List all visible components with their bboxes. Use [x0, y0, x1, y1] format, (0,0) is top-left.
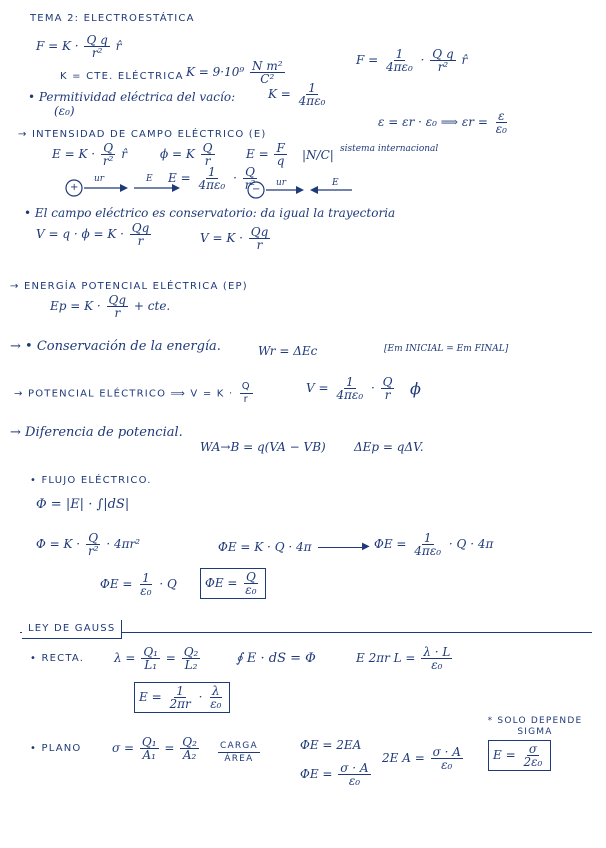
e-arrowhead-2: [310, 186, 318, 194]
plano-flux-2: ΦE = $\frac{\sigma \cdot A}{\text{ε₀}}$: [300, 761, 369, 788]
plano-label: • PLANO: [30, 743, 82, 754]
force-unit-vector: r̂: [115, 39, 122, 53]
delta-ep: ΔEp = qΔV.: [354, 440, 424, 454]
k-permittivity-formula: K = $\frac{1}{\text{4πε₀}}$: [268, 81, 326, 108]
potential-energy-formula: Ep = K · $\frac{Qq}{r}$ + cte.: [50, 293, 171, 320]
field-formula-3: E = $\frac{1}{\text{4πε₀}}$ · $\frac{Q}{\text{r²}}$: [168, 165, 256, 192]
flux-line-c: ΦE = $\frac{1}{\text{4πε₀}}$ · Q · 4π: [374, 531, 494, 558]
phi-symbol: ϕ: [410, 379, 421, 398]
constant-label: K = CTE. ELÉCTRICA: [60, 71, 184, 82]
si-note: sistema internacional: [340, 144, 439, 154]
plus-label: +: [70, 182, 79, 193]
ur-label-1: ur: [94, 174, 105, 184]
energy-bracket: [Em INICIAL = Em FINAL]: [384, 344, 509, 354]
permittivity-text: • Permitividad eléctrica del vacío:: [28, 90, 236, 104]
field-force-formula: E = $\frac{F}{q}$: [246, 141, 285, 168]
field-unit: |N/C|: [302, 148, 334, 162]
ur-label-2: ur: [276, 178, 287, 188]
ur-arrowhead-2: [296, 186, 304, 194]
flux-line-b: ΦE = K · Q · 4π: [218, 540, 312, 554]
field-heading: → INTENSIDAD DE CAMPO ELÉCTRICO (E): [18, 129, 267, 140]
flux-line-a: Φ = K · $\frac{Q}{\text{r²}}$ · 4πr²: [36, 531, 141, 558]
work-energy: Wr = ΔEc: [258, 344, 318, 358]
work-ab: WA→B = q(VA − VB): [200, 440, 326, 454]
flux-line-3: ΦE = $\frac{1}{\text{ε₀}}$ · Q: [100, 571, 177, 598]
e-label-1: E: [146, 174, 153, 184]
potential-formula-2: V = K · $\frac{Qq}{r}$: [200, 225, 269, 252]
lambda-formula: λ = $\frac{\text{Q₁}}{\text{L₁}}$ = $\frac{\text{Q₂}}{\text{L₂}}$: [114, 645, 199, 672]
relative-permittivity-formula: ε = εr · ε₀ ⟹ εr = $\frac{\varepsilon}{\text{ε₀}}$: [378, 109, 507, 136]
electric-potential-heading: → POTENCIAL ELÉCTRICO ⟹ V = K · $\frac{Q}{r}$: [14, 381, 251, 405]
recta-result-box: E = $\frac{1}{2\pi r}$ · $\frac{\lambda}{\text{ε₀}}$: [134, 682, 230, 713]
potential-difference-text: → Diferencia de potencial.: [10, 425, 183, 440]
flux-arrow-icon: ▶: [362, 541, 370, 552]
flux-arrow-line: [318, 547, 364, 548]
flux-result-box: ΦE = $\frac{Q}{\text{ε₀}}$: [200, 568, 266, 599]
recta-label: • RECTA.: [30, 653, 85, 664]
k-unit-fraction: $\frac{\text{N m²}}{\text{C²}}$: [252, 59, 283, 86]
potential-formula: V = q · ϕ = K · $\frac{Qq}{r}$: [36, 221, 150, 248]
coulomb-force-formula-2: F = $\frac{1}{\text{4πε₀}}$ · $\frac{\text{Q q}}{\text{r²}}$ r̂: [356, 47, 468, 74]
sigma-formula: σ = $\frac{\text{Q₁}}{\text{A₁}}$ = $\frac{\text{Q₂}}{\text{A₂}}$: [112, 735, 197, 762]
ur-arrowhead-1: [120, 184, 128, 192]
gauss-heading: LEY DE GAUSS: [22, 620, 122, 639]
coulomb-force-formula: [36, 34, 121, 59]
potential-energy-heading: → ENERGÍA POTENCIAL ELÉCTRICA (EP): [10, 281, 248, 292]
plano-result-box: E = $\frac{\sigma}{\text{2ε₀}}$: [488, 740, 551, 771]
sigma-note: * SOLO DEPENDE SIGMA: [487, 716, 583, 737]
e-label-2: E: [332, 178, 339, 188]
gauss-integral: ∮ E · dS = Φ: [236, 651, 316, 666]
plano-equation: 2E A = $\frac{\sigma \cdot A}{\text{ε₀}}$: [382, 745, 461, 772]
phi-formula: ϕ = K $\frac{Q}{r}$: [160, 141, 213, 168]
carga-area: $\frac{\text{CARGA}}{\text{ÁREA}}$: [220, 741, 258, 764]
flux-heading: • FLUJO ELÉCTRICO.: [30, 475, 152, 486]
k-value: K = 9·10⁹: [186, 65, 245, 79]
minus-label: −: [252, 184, 261, 195]
conservation-text: → • Conservación de la energía.: [10, 339, 221, 354]
force-fraction: $\frac{\text{Q q}}{\text{r²}}$: [86, 33, 108, 60]
recta-equation: E 2πr L = $\frac{\lambda \cdot L}{\text{ε₀}}$: [356, 645, 451, 672]
conservative-text: • El campo eléctrico es conservatorio: da igual la trayectoria: [24, 206, 396, 220]
field-formula: E = K · $\frac{Q}{\text{r²}}$ r̂: [52, 141, 127, 168]
permittivity-symbol: (ε₀): [54, 104, 75, 118]
page-title: TEMA 2: ELECTROESTÁTICA: [30, 13, 195, 24]
electric-potential-formula: V = $\frac{1}{\text{4πε₀}}$ · $\frac{Q}{r}$: [306, 375, 393, 402]
flux-definition: Φ = |E| · ∫|dS|: [36, 497, 130, 512]
force-lhs: F = K ·: [36, 39, 79, 53]
plano-flux-1: ΦE = 2EA: [300, 738, 362, 752]
